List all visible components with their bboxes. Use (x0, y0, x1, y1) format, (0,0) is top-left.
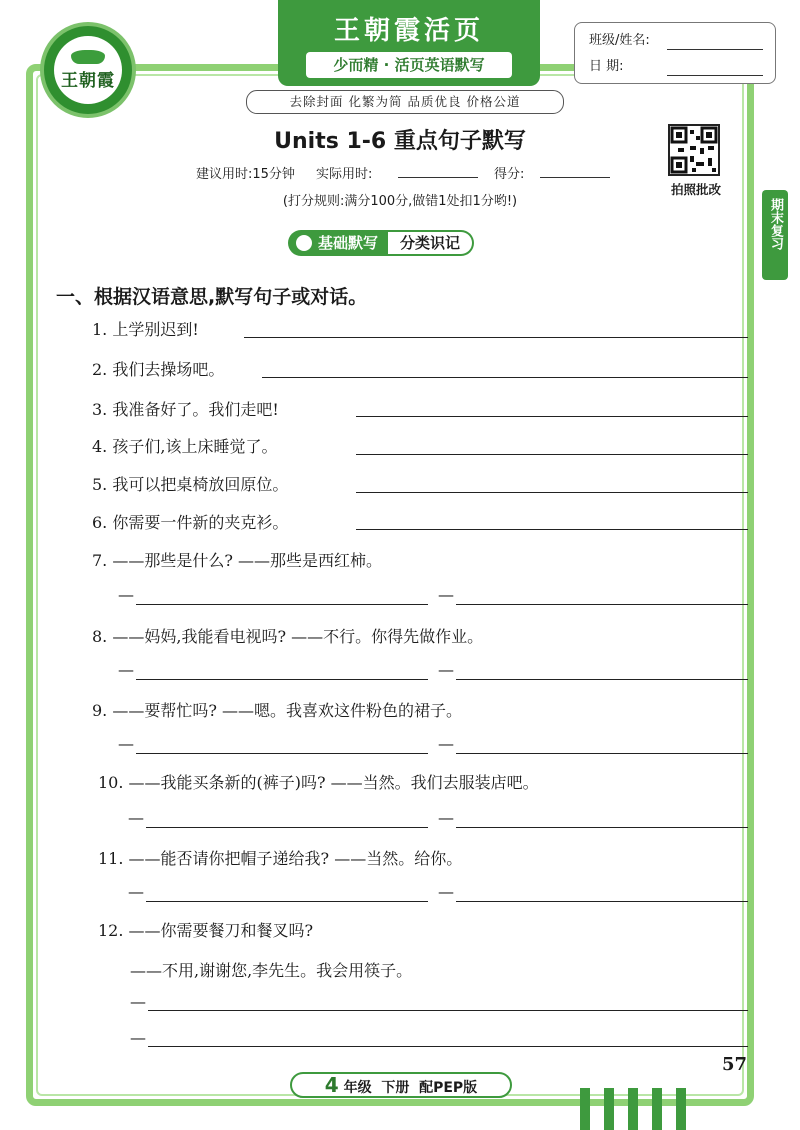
question-5: 5. 我可以把桌椅放回原位。 (92, 475, 289, 494)
dash-7b: — (438, 585, 454, 604)
answer-line-11a[interactable] (146, 901, 428, 902)
answer-line-10b[interactable] (456, 827, 748, 828)
deco-stripe (628, 1088, 638, 1130)
question-3: 3. 我准备好了。我们走吧! (92, 400, 279, 419)
deco-stripe (676, 1088, 686, 1130)
dash-12b: — (130, 1028, 146, 1047)
question-9: 9. ——要帮忙吗? ——嗯。我喜欢这件粉色的裙子。 (92, 701, 463, 720)
brand-title: 王朝霞活页 (333, 16, 484, 46)
dash-8a: — (118, 660, 134, 679)
section-basic-dictation: 基础默写 (288, 230, 388, 256)
answer-line-12a[interactable] (148, 1010, 748, 1011)
deco-stripe (652, 1088, 662, 1130)
date-field[interactable] (667, 61, 763, 76)
answer-line-8a[interactable] (136, 679, 428, 680)
grade-number: 4 (324, 1073, 339, 1097)
dash-10b: — (438, 808, 454, 827)
section-category: 分类识记 (388, 230, 474, 256)
actual-time-label: 实际用时: (316, 167, 373, 182)
answer-line-5[interactable] (356, 492, 748, 493)
brand-header (278, 0, 540, 86)
question-1: 1. 上学别迟到! (92, 320, 199, 339)
score-field[interactable] (540, 163, 610, 178)
date-label: 日 期: (589, 59, 624, 74)
answer-line-12b[interactable] (148, 1046, 748, 1047)
dash-9b: — (438, 734, 454, 753)
qr-caption: 拍照批改 (670, 182, 721, 197)
question-6: 6. 你需要一件新的夹克衫。 (92, 513, 289, 532)
scoring-rule: (打分规则:满分100分,做错1处扣1分哟!) (282, 194, 518, 209)
page-number: 57 (722, 1054, 748, 1075)
dash-8b: — (438, 660, 454, 679)
suggested-time: 建议用时:15分钟 (196, 167, 295, 182)
edition-label: 配PEP版 (419, 1080, 478, 1096)
answer-line-4[interactable] (356, 454, 748, 455)
dash-11b: — (438, 882, 454, 901)
grade-footer (290, 1072, 512, 1098)
answer-line-7b[interactable] (456, 604, 748, 605)
answer-line-1[interactable] (244, 337, 748, 338)
class-name-label: 班级/姓名: (589, 33, 650, 48)
answer-line-11b[interactable] (456, 901, 748, 902)
exercise-heading: 一、根据汉语意思,默写句子或对话。 (56, 286, 368, 308)
question-10: 10. ——我能买条新的(裤子)吗? ——当然。我们去服装店吧。 (98, 773, 539, 792)
answer-line-7a[interactable] (136, 604, 428, 605)
answer-line-9a[interactable] (136, 753, 428, 754)
answer-line-10a[interactable] (146, 827, 428, 828)
question-2: 2. 我们去操场吧。 (92, 360, 225, 379)
student-info-box (574, 22, 776, 84)
qr-code-icon[interactable] (668, 124, 720, 176)
dash-9a: — (118, 734, 134, 753)
volume-label: 下册 (381, 1080, 410, 1096)
page-inner-border (36, 74, 744, 1096)
lotus-icon (71, 50, 105, 64)
deco-stripe (580, 1088, 590, 1130)
brand-subtitle: 少而精 · 活页英语默写 (306, 52, 512, 78)
section-header (288, 230, 474, 256)
answer-line-9b[interactable] (456, 753, 748, 754)
side-tab-label: 期末复习 (768, 198, 783, 250)
dash-7a: — (118, 585, 134, 604)
grade-label: 年级 (343, 1080, 372, 1096)
answer-line-6[interactable] (356, 529, 748, 530)
answer-line-3[interactable] (356, 416, 748, 417)
logo-text: 王朝霞 (61, 70, 115, 91)
page-title: Units 1-6 重点句子默写 (274, 129, 526, 154)
brand-logo (40, 22, 136, 118)
question-4: 4. 孩子们,该上床睡觉了。 (92, 437, 278, 456)
deco-stripe (604, 1088, 614, 1130)
question-12a: 12. ——你需要餐刀和餐叉吗? (98, 921, 314, 940)
dash-10a: — (128, 808, 144, 827)
side-tab-final-review (762, 190, 788, 280)
question-8: 8. ——妈妈,我能看电视吗? ——不行。你得先做作业。 (92, 627, 484, 646)
question-11: 11. ——能否请你把帽子递给我? ——当然。给你。 (98, 849, 463, 868)
question-12b: ——不用,谢谢您,李先生。我会用筷子。 (130, 961, 413, 980)
question-7: 7. ——那些是什么? ——那些是西红柿。 (92, 551, 383, 570)
answer-line-2[interactable] (262, 377, 748, 378)
actual-time-field[interactable] (398, 163, 478, 178)
answer-line-8b[interactable] (456, 679, 748, 680)
medal-icon (296, 235, 312, 251)
class-name-field[interactable] (667, 35, 763, 50)
dash-12a: — (130, 992, 146, 1011)
slogan-banner: 去除封面 化繁为简 品质优良 价格公道 (246, 90, 564, 114)
dash-11a: — (128, 882, 144, 901)
score-label: 得分: (494, 167, 525, 182)
